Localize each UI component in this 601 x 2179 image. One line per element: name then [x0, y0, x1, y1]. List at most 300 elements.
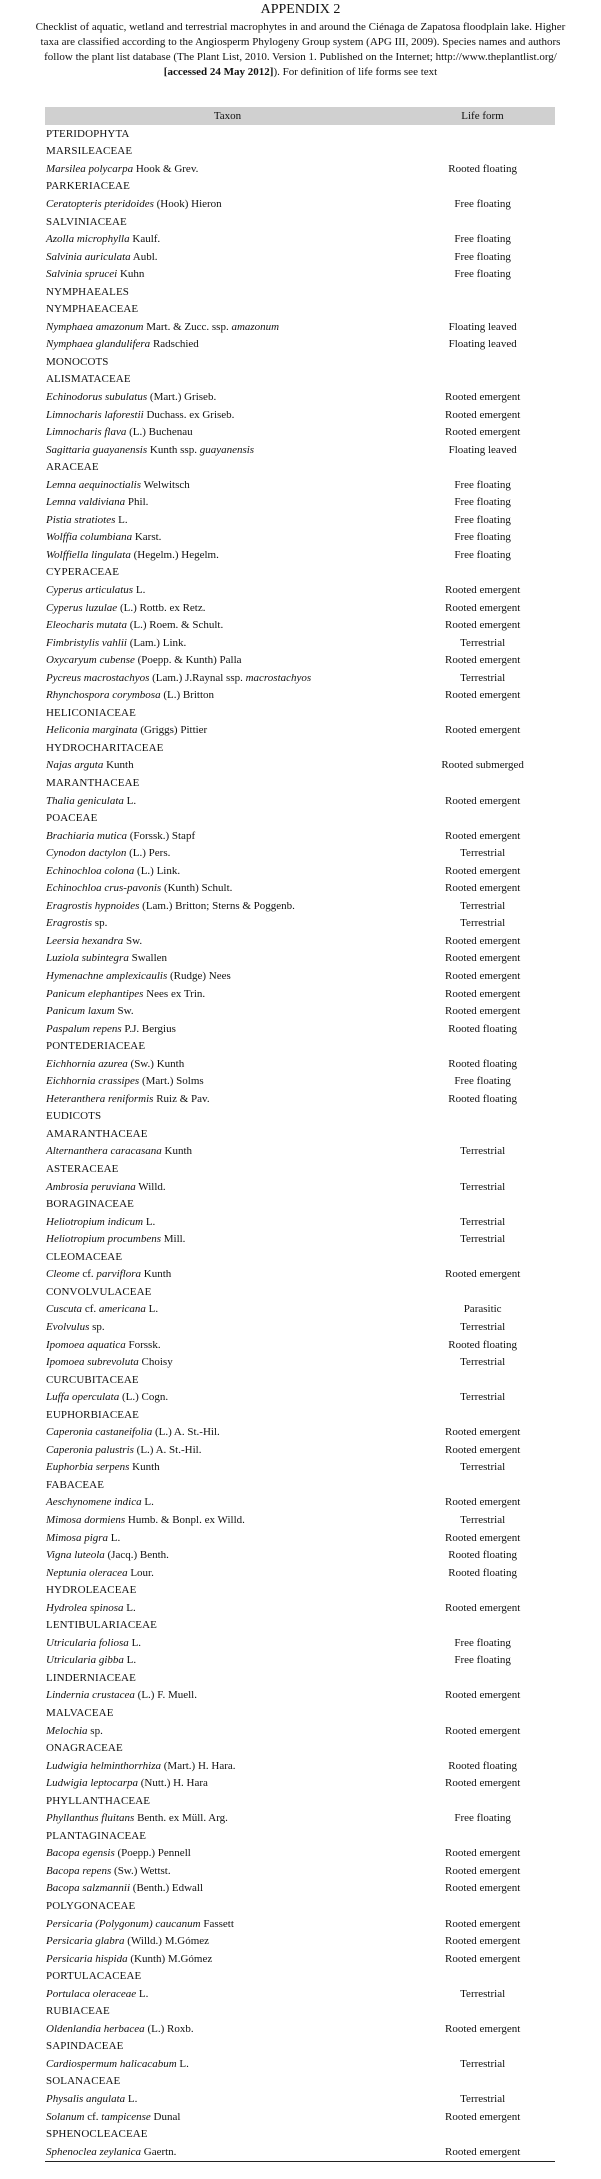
group-name: [45, 1584, 410, 1596]
life-form-value: Free floating: [454, 478, 511, 491]
taxon-cell: [45, 321, 410, 333]
author-name: Kunth ssp.: [149, 443, 197, 456]
species-name: Neptunia oleracea: [46, 1566, 128, 1579]
life-form-cell: [410, 444, 555, 456]
table-row: [45, 1652, 555, 1670]
group-name: [45, 1707, 410, 1719]
caption-accessed-date: [accessed 24 May 2012]: [163, 66, 274, 78]
life-form-cell: [410, 233, 555, 245]
species-name: Ceratopteris pteridoides: [46, 197, 154, 210]
life-form-value: Free floating: [454, 268, 511, 281]
author-name: (Nutt.) H. Hara: [140, 1777, 208, 1790]
table-row: [45, 2090, 555, 2108]
table-row: [45, 406, 555, 424]
table-row: [45, 950, 555, 968]
life-form-value: Rooted emergent: [445, 1847, 521, 1860]
species-name: Ipomoea subrevoluta: [46, 1356, 139, 1369]
table-row: [45, 1546, 555, 1564]
group-row: [45, 1108, 555, 1126]
taxon-cell: [45, 1725, 410, 1737]
species-name: Alternanthera caracasana: [46, 1145, 162, 1158]
author-name: L.: [138, 1987, 149, 2000]
table-row: [45, 2143, 555, 2161]
life-form-cell: [410, 917, 555, 929]
author-name: (L.) Cogn.: [121, 1391, 169, 1404]
group-label: SALVINIACEAE: [46, 215, 127, 228]
group-name: [45, 1110, 410, 1122]
table-row: [45, 985, 555, 1003]
taxon-cell: [45, 1760, 410, 1772]
species-name: Ludwigia leptocarpa: [46, 1777, 138, 1790]
author-name: (L.) Roem. & Schult.: [129, 619, 224, 632]
species-name: Salvinia auriculata: [46, 250, 131, 263]
species-name: Physalis angulata: [46, 2093, 126, 2106]
species-name: Eragrostis: [46, 917, 93, 930]
life-form-cell: [410, 1760, 555, 1772]
life-form-cell: [410, 584, 555, 596]
taxon-cell: [45, 672, 410, 684]
group-name: [45, 1619, 410, 1631]
species-epithet: tampicense: [101, 2110, 151, 2123]
author-name: (Lam.) Link.: [129, 636, 187, 649]
author-name: (L.) Link.: [137, 864, 181, 877]
group-name: [45, 373, 410, 385]
species-name: Nymphaea glandulifera: [46, 338, 151, 351]
species-name: Cuscuta: [46, 1303, 83, 1316]
taxon-cell: [45, 619, 410, 631]
life-form-value: Terrestrial: [460, 1461, 506, 1474]
table-row: [45, 265, 555, 283]
life-form-value: Rooted emergent: [445, 689, 521, 702]
group-name: [45, 1900, 410, 1912]
table-row: [45, 493, 555, 511]
species-name: Echinochloa crus-pavonis: [46, 882, 162, 895]
species-name: Panicum laxum: [46, 1005, 115, 1018]
life-form-value: Rooted emergent: [445, 1724, 521, 1737]
taxon-cell: [45, 882, 410, 894]
taxon-cell: [45, 1216, 410, 1228]
life-form-value: Rooted floating: [448, 1092, 518, 1105]
life-form-value: Rooted emergent: [445, 794, 521, 807]
life-form-value: Rooted emergent: [445, 1496, 521, 1509]
table-row: [45, 2020, 555, 2038]
species-name: Echinodorus subulatus: [46, 390, 148, 403]
species-epithet: macrostachyos: [245, 671, 312, 684]
taxon-cell: [45, 1391, 410, 1403]
group-row: [45, 704, 555, 722]
author-name: Benth. ex Müll. Arg.: [137, 1812, 228, 1825]
group-name: [45, 303, 410, 315]
life-form-value: Rooted floating: [448, 1057, 518, 1070]
life-form-cell: [410, 1093, 555, 1105]
life-form-cell: [410, 1426, 555, 1438]
author-name-2: Kunth: [143, 1268, 172, 1281]
group-name: [45, 1970, 410, 1982]
group-row: [45, 300, 555, 318]
author-name: L.: [118, 513, 128, 526]
species-name: Nymphaea amazonum: [46, 320, 144, 333]
author-name: (Benth.) Edwall: [132, 1882, 204, 1895]
group-name: [45, 1374, 410, 1386]
author-name: (L.) Britton: [163, 689, 215, 702]
species-name: Melochia: [46, 1724, 88, 1737]
author-name: L.: [131, 1636, 142, 1649]
group-label: SPHENOCLEACEAE: [46, 2128, 148, 2141]
table-row: [45, 1599, 555, 1617]
author-name: Willd.: [138, 1180, 166, 1193]
life-form-cell: [410, 1725, 555, 1737]
taxon-cell: [45, 847, 410, 859]
table-row: [45, 1143, 555, 1161]
life-form-value: Free floating: [454, 233, 511, 246]
author-name: Sw.: [126, 934, 143, 947]
table-row: [45, 1774, 555, 1792]
species-name: Thalia geniculata: [46, 794, 124, 807]
group-row: [45, 1125, 555, 1143]
table-header: [45, 107, 555, 125]
author-name: Hook & Grev.: [135, 162, 199, 175]
taxon-cell: [45, 602, 410, 614]
life-form-value: Rooted emergent: [445, 390, 521, 403]
author-name: cf.: [87, 2110, 99, 2123]
table-row: [45, 651, 555, 669]
author-name: P.J. Bergius: [124, 1022, 176, 1035]
life-form-value: Terrestrial: [460, 1987, 506, 2000]
group-row: [45, 1371, 555, 1389]
life-form-cell: [410, 1918, 555, 1930]
life-form-cell: [410, 1023, 555, 1035]
group-name: [45, 1251, 410, 1263]
species-name: Brachiaria mutica: [46, 829, 127, 842]
life-form-value: Rooted emergent: [445, 1952, 521, 1965]
species-name: Mimosa dormiens: [46, 1513, 126, 1526]
species-name: Salvinia sprucei: [46, 268, 118, 281]
table-row: [45, 529, 555, 547]
taxon-cell: [45, 1602, 410, 1614]
group-label: MARSILEACEAE: [46, 145, 133, 158]
taxon-cell: [45, 1356, 410, 1368]
table-row: [45, 880, 555, 898]
author-name: Forssk.: [128, 1338, 161, 1351]
group-name: [45, 216, 410, 228]
group-row: [45, 1704, 555, 1722]
table-row: [45, 195, 555, 213]
caption-tail: ). For definition of life forms see text: [273, 66, 438, 78]
author-name: Kaulf.: [132, 233, 161, 246]
group-name: [45, 128, 410, 140]
life-form-value: Rooted emergent: [445, 882, 521, 895]
group-name: [45, 1409, 410, 1421]
author-name: Kunth: [106, 759, 134, 772]
species-epithet: amazonum: [231, 320, 280, 333]
group-name: [45, 356, 410, 368]
life-form-cell: [410, 724, 555, 736]
group-label: MALVACEAE: [46, 1706, 114, 1719]
table-row: [45, 844, 555, 862]
taxon-cell: [45, 830, 410, 842]
life-form-value: Rooted emergent: [445, 654, 521, 667]
species-name: Heteranthera reniformis: [46, 1092, 154, 1105]
group-label: ONAGRACEAE: [46, 1742, 123, 1755]
author-name: (L.) Buchenau: [129, 426, 193, 439]
taxon-cell: [45, 1689, 410, 1701]
life-form-value: Rooted emergent: [445, 1443, 521, 1456]
table-row: [45, 1564, 555, 1582]
life-form-value: Free floating: [454, 1654, 511, 1667]
life-form-value: Free floating: [454, 1812, 511, 1825]
species-name: Lindernia crustacea: [46, 1689, 135, 1702]
author-name: (Kunth) Schult.: [163, 882, 233, 895]
species-name: Bacopa repens: [46, 1864, 112, 1877]
life-form-cell: [410, 479, 555, 491]
group-name: [45, 777, 410, 789]
table-row: [45, 1073, 555, 1091]
life-form-value: Rooted emergent: [445, 426, 521, 439]
life-form-value: Rooted emergent: [445, 829, 521, 842]
group-row: [45, 1283, 555, 1301]
life-form-value: Rooted emergent: [445, 1935, 521, 1948]
species-name: Eragrostis hypnoides: [46, 899, 140, 912]
taxon-cell: [45, 1777, 410, 1789]
life-form-cell: [410, 2111, 555, 2123]
species-name: Aeschynomene indica: [46, 1496, 142, 1509]
taxon-cell: [45, 1339, 410, 1351]
taxon-cell: [45, 549, 410, 561]
life-form-value: Rooted emergent: [445, 1864, 521, 1877]
life-form-cell: [410, 1216, 555, 1228]
life-form-cell: [410, 970, 555, 982]
group-row: [45, 371, 555, 389]
taxon-cell: [45, 795, 410, 807]
table-row: [45, 932, 555, 950]
species-name: Cyperus articulatus: [46, 583, 134, 596]
group-row: [45, 1739, 555, 1757]
group-name: [45, 1286, 410, 1298]
species-name: Evolvulus: [46, 1320, 90, 1333]
species-name: Oxycaryum cubense: [46, 654, 135, 667]
table-row: [45, 1932, 555, 1950]
author-name: (L.) A. St.-Hil.: [136, 1443, 202, 1456]
species-name: Rhynchospora corymbosa: [46, 689, 161, 702]
group-label: PONTEDERIACEAE: [46, 1040, 146, 1053]
table-body: [45, 125, 555, 2160]
table-row: [45, 1757, 555, 1775]
author-name: (Poepp.) Pennell: [117, 1847, 191, 1860]
author-name: (L.) Rottb. ex Retz.: [119, 601, 206, 614]
life-form-value: Rooted emergent: [445, 1531, 521, 1544]
group-name: [45, 1128, 410, 1140]
life-form-value: Free floating: [454, 496, 511, 509]
group-name: [45, 286, 410, 298]
group-label: EUDICOTS: [46, 1110, 102, 1123]
taxon-cell: [45, 1426, 410, 1438]
species-epithet: guayanensis: [199, 443, 255, 456]
table-row: [45, 1388, 555, 1406]
caption-text: Checklist of aquatic, wetland and terrestrial macrophytes in and around the Ciénaga de Zapatosa floodplain lake. Higher taxa are classified according to the Angiosperm Phylogeny Group system (APG III, 2009). Species names and authors follow the plant list database (The Plant List, 2010. Version 1. Published on the Internet; http://www.theplantlist.org/: [35, 21, 566, 63]
table-row: [45, 1915, 555, 1933]
life-form-cell: [410, 1005, 555, 1017]
species-name: Persicaria (Polygonum) caucanum: [46, 1917, 201, 1930]
life-form-cell: [410, 1356, 555, 1368]
life-form-cell: [410, 1549, 555, 1561]
life-form-cell: [410, 602, 555, 614]
author-name: sp.: [92, 1320, 105, 1333]
life-form-cell: [410, 1268, 555, 1280]
taxon-cell: [45, 251, 410, 263]
taxon-cell: [45, 2093, 410, 2105]
group-row: [45, 1195, 555, 1213]
author-name: cf.: [82, 1268, 94, 1281]
species-name: Utricularia foliosa: [46, 1636, 129, 1649]
group-row: [45, 178, 555, 196]
species-name: Limnocharis laforestii: [46, 408, 144, 421]
group-row: [45, 1827, 555, 1845]
species-name: Heliotropium indicum: [46, 1215, 144, 1228]
life-form-value: Rooted emergent: [445, 934, 521, 947]
species-name: Luziola subintegra: [46, 952, 129, 965]
life-form-cell: [410, 268, 555, 280]
life-form-value: Free floating: [454, 531, 511, 544]
group-label: POLYGONACEAE: [46, 1900, 136, 1912]
species-name: Hydrolea spinosa: [46, 1601, 124, 1614]
author-name: (L.) Roxb.: [147, 2022, 194, 2035]
life-form-cell: [410, 1567, 555, 1579]
species-name: Vigna luteola: [46, 1549, 105, 1562]
table-row: [45, 1810, 555, 1828]
author-name-2: L.: [148, 1303, 159, 1316]
life-form-cell: [410, 1988, 555, 2000]
life-form-value: Terrestrial: [460, 847, 506, 860]
species-name: Panicum elephantipes: [46, 987, 144, 1000]
author-name: Kunth: [132, 1461, 160, 1474]
table-row: [45, 1213, 555, 1231]
author-name: sp.: [90, 1724, 103, 1737]
taxon-cell: [45, 2111, 410, 2123]
group-name: [45, 2040, 410, 2052]
life-form-cell: [410, 2058, 555, 2070]
life-form-value: Rooted emergent: [445, 619, 521, 632]
author-name: (Hook) Hieron: [156, 197, 222, 210]
group-row: [45, 2073, 555, 2091]
group-name: [45, 1040, 410, 1052]
author-name: Gaertn.: [143, 2145, 177, 2158]
group-label: CURCUBITACEAE: [46, 1373, 139, 1386]
header-life-form: Life form: [461, 110, 504, 122]
author-name: Welwitsch: [143, 478, 190, 491]
taxon-cell: [45, 1496, 410, 1508]
species-name: Lemna valdiviana: [46, 496, 126, 509]
group-name: [45, 1672, 410, 1684]
author-name: Kunth: [164, 1145, 193, 1158]
group-label: LENTIBULARIACEAE: [46, 1619, 157, 1632]
taxon-cell: [45, 479, 410, 491]
group-row: [45, 1248, 555, 1266]
author-name: Swallen: [131, 952, 168, 965]
life-form-cell: [410, 2093, 555, 2105]
species-name: Echinochloa colona: [46, 864, 135, 877]
group-label: NYMPHAEACEAE: [46, 303, 139, 316]
life-form-value: Rooted emergent: [445, 2110, 521, 2123]
taxon-cell: [45, 917, 410, 929]
life-form-value: Free floating: [454, 1075, 511, 1088]
life-form-value: Rooted emergent: [445, 1777, 521, 1790]
life-form-cell: [410, 1812, 555, 1824]
group-label: PTERIDOPHYTA: [46, 127, 130, 140]
group-row: [45, 774, 555, 792]
author-name: (L.) Pers.: [129, 847, 171, 860]
table-row: [45, 1441, 555, 1459]
group-row: [45, 1669, 555, 1687]
table-row: [45, 1090, 555, 1108]
life-form-value: Rooted floating: [448, 1338, 518, 1351]
taxon-cell: [45, 935, 410, 947]
taxon-cell: [45, 1181, 410, 1193]
taxon-cell: [45, 1075, 410, 1087]
life-form-cell: [410, 795, 555, 807]
table-row: [45, 1459, 555, 1477]
life-form-value: Rooted emergent: [445, 2145, 521, 2158]
life-form-cell: [410, 935, 555, 947]
species-name: Wolffiella lingulata: [46, 548, 131, 561]
author-name: Nees ex Trin.: [146, 987, 206, 1000]
group-label: CLEOMACEAE: [46, 1250, 123, 1263]
life-form-value: Rooted emergent: [445, 1689, 521, 1702]
life-form-cell: [410, 1532, 555, 1544]
species-name: Bacopa salzmannii: [46, 1882, 131, 1895]
species-name: Cleome: [46, 1268, 80, 1281]
taxon-cell: [45, 1847, 410, 1859]
species-name: Ambrosia peruviana: [46, 1180, 136, 1193]
group-row: [45, 1476, 555, 1494]
life-form-cell: [410, 549, 555, 561]
life-form-cell: [410, 163, 555, 175]
taxon-cell: [45, 1005, 410, 1017]
group-row: [45, 353, 555, 371]
life-form-value: Terrestrial: [460, 1180, 506, 1193]
group-name: [45, 2128, 410, 2140]
table-row: [45, 915, 555, 933]
group-row: [45, 1967, 555, 1985]
group-row: [45, 1897, 555, 1915]
life-form-value: Rooted floating: [448, 1759, 518, 1772]
author-name: (L.) F. Muell.: [137, 1689, 197, 1702]
taxon-cell: [45, 1303, 410, 1315]
taxon-cell: [45, 1812, 410, 1824]
table-row: [45, 669, 555, 687]
life-form-cell: [410, 1777, 555, 1789]
life-form-value: Rooted emergent: [445, 1005, 521, 1018]
author-name: L.: [126, 794, 137, 807]
table-row: [45, 511, 555, 529]
group-label: BORAGINACEAE: [46, 1198, 134, 1211]
species-name: Marsilea polycarpa: [46, 162, 134, 175]
species-name: Hymenachne amplexicaulis: [46, 970, 168, 983]
group-name: [45, 1795, 410, 1807]
table-row: [45, 1423, 555, 1441]
life-form-cell: [410, 1145, 555, 1157]
group-label: EUPHORBIACEAE: [46, 1408, 139, 1421]
author-name: (Kunth) M.Gómez: [130, 1952, 213, 1965]
taxon-cell: [45, 637, 410, 649]
group-row: [45, 739, 555, 757]
life-form-value: Rooted emergent: [445, 1882, 521, 1895]
life-form-value: Free floating: [454, 1636, 511, 1649]
life-form-cell: [410, 1391, 555, 1403]
group-label: SOLANACEAE: [46, 2075, 121, 2088]
species-name: Utricularia gibba: [46, 1654, 124, 1667]
taxon-cell: [45, 233, 410, 245]
taxon-cell: [45, 2146, 410, 2158]
